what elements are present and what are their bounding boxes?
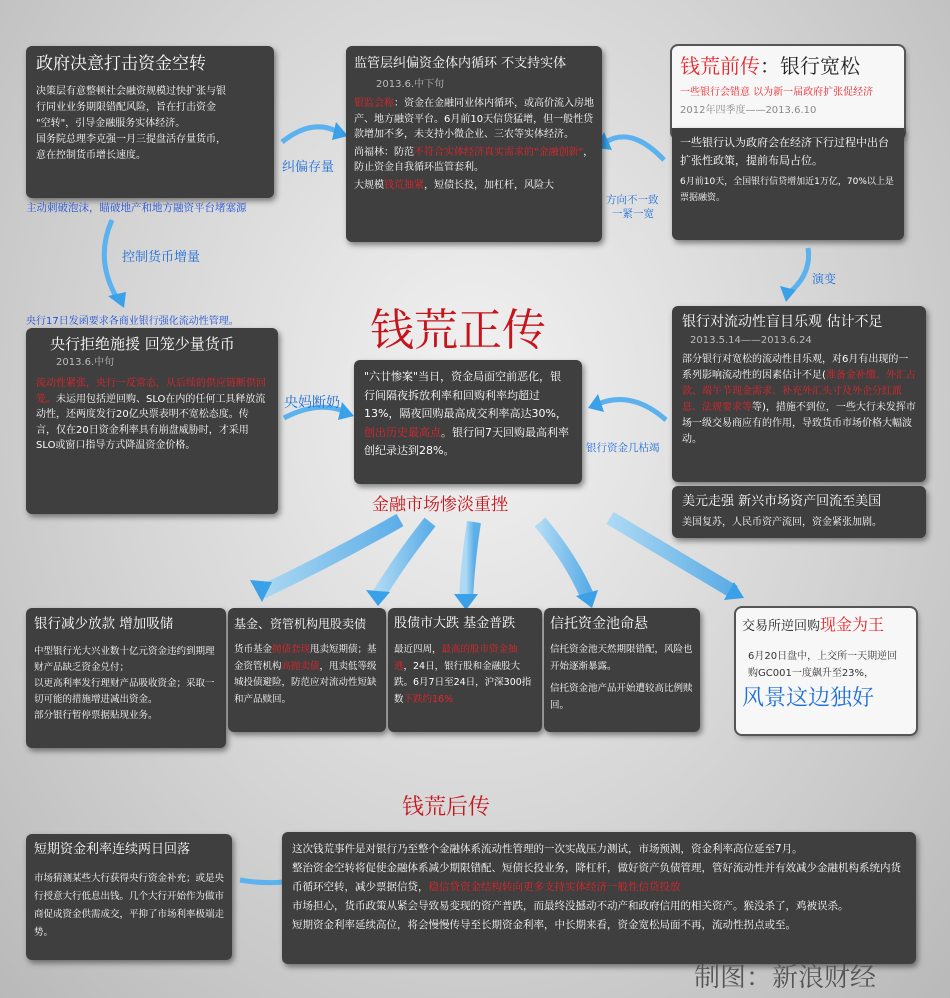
stock-bond-p1a: 最近四周，	[394, 644, 442, 655]
note-burst-bubble: 主动刺破泡沫，瞄破地产和地方融资平台堵塞源	[26, 202, 247, 214]
fund-sell-p1c: ，甩卖低等级城投债避险，防范应对流动性短缺和产品赎回。	[234, 660, 377, 705]
aftermath-p3: 市场担心，货币政策从紧会导致易变现的资产普跌，而最终没撼动不动产和政府信用的相关资产。猴没杀了，鸡被误杀。	[292, 900, 849, 912]
bank-deposit-box	[26, 608, 226, 748]
trust-title: 信托资金池命悬	[550, 616, 648, 632]
bank-deposit-p2: 以更高利率发行理财产品吸收资金；采取一切可能的措施增进减出资金。	[34, 678, 215, 705]
regulator-p3-highlight: 钱荒抽紧	[384, 179, 424, 191]
fund-sell-p1a: 货币基金	[234, 644, 273, 655]
pboc-highlight: 流动性紧张，央行一反常态，从后续的供应链断供回笼。	[36, 378, 266, 405]
liquidity-highlight: 准备金补缴、外汇占款、端午节现金需求、补充外汇头寸及外企分红派息、法规要求等	[682, 370, 916, 413]
usd-box	[672, 486, 926, 538]
june20-box	[354, 360, 582, 484]
arrow-label-evolve: 演变	[812, 272, 837, 286]
arrow-label-mom-cutoff: 央妈断奶	[284, 395, 340, 411]
pboc-box	[26, 328, 278, 514]
gov-line: "空转"，引导金融服务实体经济。	[36, 118, 186, 129]
subtitle: 金融市场惨淡重挫	[372, 495, 508, 515]
usd-title: 美元走强 新兴市场资产回流至美国	[682, 494, 882, 509]
regulator-date: 2013.6.中下旬	[376, 79, 445, 90]
stock-bond-box	[388, 608, 542, 732]
gov-line: 决策层有意整顿社会融资规模过快扩张与银	[36, 86, 226, 97]
liquidity-p2: 等)，措施不到位，一些大行未发挥市场一级交易商应有的作用，导致货币市场价格大幅波动。	[682, 402, 916, 445]
bank-loose-detail	[672, 128, 904, 240]
stock-bond-highlight-1: 最高的股市资金抽逃	[394, 644, 518, 672]
bank-deposit-p3: 部分银行暂停票据贴现业务。	[34, 710, 158, 721]
aftermath-box	[282, 832, 916, 964]
stock-bond-highlight-2: 下跌约16%	[403, 693, 454, 705]
short-rate-title: 短期资金利率连续两日回落	[34, 842, 191, 857]
arrow-label-direction: 方向不一致	[606, 194, 659, 206]
aftermath-p1: 这次钱荒事件是对银行乃至整个金融体系流动性管理的一次实战压力测试，市场预测，资金利率高位延至7月。	[292, 843, 803, 855]
bank-loose-tag: 一些银行会错意 以为新一届政府扩张促经济	[680, 87, 874, 98]
june20-highlight: 创出历史最高点	[364, 425, 441, 439]
trust-p2: 信托资金池产品开始遭较高比例赎回。	[550, 683, 693, 711]
stock-bond-p1b: ，24日，银行股和金融股大跌。6月7日至24日，沪深300指数	[394, 660, 532, 705]
credit: 制图：新浪财经	[694, 963, 877, 993]
aftermath-highlight: 稳信贷资金结构转向更多支持实体经济一般性信贷投放	[428, 881, 681, 893]
exchange-repo-p1: 6月20日盘中，上交所一天期逆回购GC001一度飙升至23%，	[748, 651, 898, 679]
gov-line: 行同业业务期限错配风险，旨在打击资金	[36, 102, 216, 113]
bank-loose-p1: 一些银行认为政府会在经济下行过程中出台扩张性政策，提前布局占位。	[680, 136, 889, 167]
bank-deposit-p1: 中型银行光大兴业数十亿元资金违约到期理财产品缺乏资金兑付；	[34, 646, 215, 673]
bank-loose-title: ：银行宽松	[760, 54, 860, 78]
regulator-p2a: 尚福林：防范	[354, 146, 414, 158]
fund-sell-highlight-2: 高抛卖债	[281, 660, 320, 672]
exchange-repo-slogan: 风景这边独好	[742, 686, 875, 711]
note-pboc-letter: 央行17日发函要求各商业银行强化流动性管理。	[26, 316, 239, 327]
gov-line: 国务院总理李克强一月三提盘活存量货币，	[36, 134, 226, 145]
regulator-p1: ：资金在金融同业体内循环，或高价流入房地产、地方融资平台。6月前10天信贷猛增，但一般性贷款增加不多，未支持小微企业、三农等实体经济。	[354, 98, 594, 140]
liquidity-title: 银行对流动性盲目乐观 估计不足	[682, 314, 883, 330]
liquidity-box	[672, 306, 926, 482]
exchange-repo-title: 交易所逆回购	[742, 619, 821, 634]
prequel-title: 钱荒前传	[680, 54, 760, 78]
short-rate-p1: 市场猜测某些大行获得央行资金补充；或是央行授意大行低息出钱。几个大行开始作为做市商促成资金供需成交，平抑了市场利率极端走势。	[34, 873, 225, 938]
june20-p2: 。银行间7天回购最高利率创纪录达到28%。	[364, 425, 569, 457]
gov-line: 意在控制货币增长速度。	[36, 150, 146, 161]
regulator-title: 监管层纠偏资金体内循环 不支持实体	[354, 56, 567, 71]
arrow-label-correct-stock: 纠偏存量	[282, 160, 335, 175]
june20-p1: "六廿惨案"当日，资金局面空前恶化，银行间隔夜拆放利率和回购利率均超过13%，隔夜回购最高成交利率高达30%，	[364, 370, 567, 420]
liquidity-date: 2013.5.14——2013.6.24	[690, 335, 812, 346]
main-title: 钱荒正传	[370, 305, 546, 356]
section-after-title: 钱荒后传	[402, 795, 491, 820]
bank-loose-box	[672, 46, 904, 138]
arrow-label-bank-funds-dry: 银行资金几枯竭	[586, 442, 660, 454]
pboc-date: 2013.6.中旬	[56, 357, 115, 368]
fund-sell-box	[228, 608, 386, 732]
gov-box	[26, 46, 274, 198]
fund-sell-title: 基金、资管机构甩股卖债	[234, 617, 367, 631]
fund-sell-highlight-1: 抛债套现	[272, 644, 311, 655]
cash-is-king: 现金为王	[820, 615, 885, 634]
gov-title: 政府决意打击资金空转	[36, 54, 206, 74]
trust-p1: 信托资金池天然期限错配，风险也开始逐渐暴露。	[550, 644, 693, 672]
bank-loose-p2: 6月前10天，全国银行信贷增加近1万亿，70%以上是票据融资。	[680, 177, 894, 203]
regulator-p2b: ，防止资金自我循环监管套利。	[354, 146, 594, 173]
aftermath-p4: 短期资金利率延续高位，将会慢慢传导至长期资金利率，中长期来看，资金宽松局面不再，流动性拐点或至。	[292, 919, 796, 931]
regulator-p1-highlight: 银监会称	[354, 98, 394, 109]
exchange-repo-box	[736, 608, 916, 734]
regulator-p3b: ，短债长投，加杠杆，风险大	[424, 179, 554, 191]
aftermath-p2: 整治资金空转将促使金融体系减少期限错配、短债长投业务，降杠杆，做好资产负债管理，管好流动性并有效减少金融机构系统内货币循环空转，减少票据信贷，	[292, 862, 901, 893]
regulator-p3a: 大规模	[354, 179, 384, 191]
liquidity-p1: 部分银行对宽松的流动性目乐观，对6月有出现的一系列影响流动性的因素估计不足(	[682, 354, 909, 381]
arrow-label-control-increment: 控制货币增量	[122, 250, 201, 265]
regulator-box	[346, 46, 602, 242]
stock-bond-title: 股债市大跌 基金普跌	[394, 616, 516, 631]
arrow-label-tight-loose: 一紧一宽	[612, 208, 654, 220]
short-rate-box	[26, 834, 232, 960]
trust-box	[544, 608, 700, 732]
regulator-p2-highlight: 不符合实体经济真实需求的"金融创新"	[414, 146, 584, 158]
usd-p1: 美国复苏，人民币资产流回，资金紧张加剧。	[682, 517, 882, 528]
pboc-title: 央行拒绝施援 回笼少量货币	[50, 335, 235, 353]
bank-loose-date: 2012年四季度——2013.6.10	[680, 105, 817, 116]
fund-sell-p1b: 甩卖短期债；基金资管机构	[234, 644, 377, 672]
bank-deposit-title: 银行减少放款 增加吸储	[34, 616, 174, 632]
pboc-p1: 未运用包括逆回购、SLO在内的任何工具释放流动性，还两度发行20亿央票表明不宽松态度。传言，仅在20日资金利率具有崩盘威胁时，才采用SLO或窗口指导方式降温资金价格。	[36, 393, 266, 451]
